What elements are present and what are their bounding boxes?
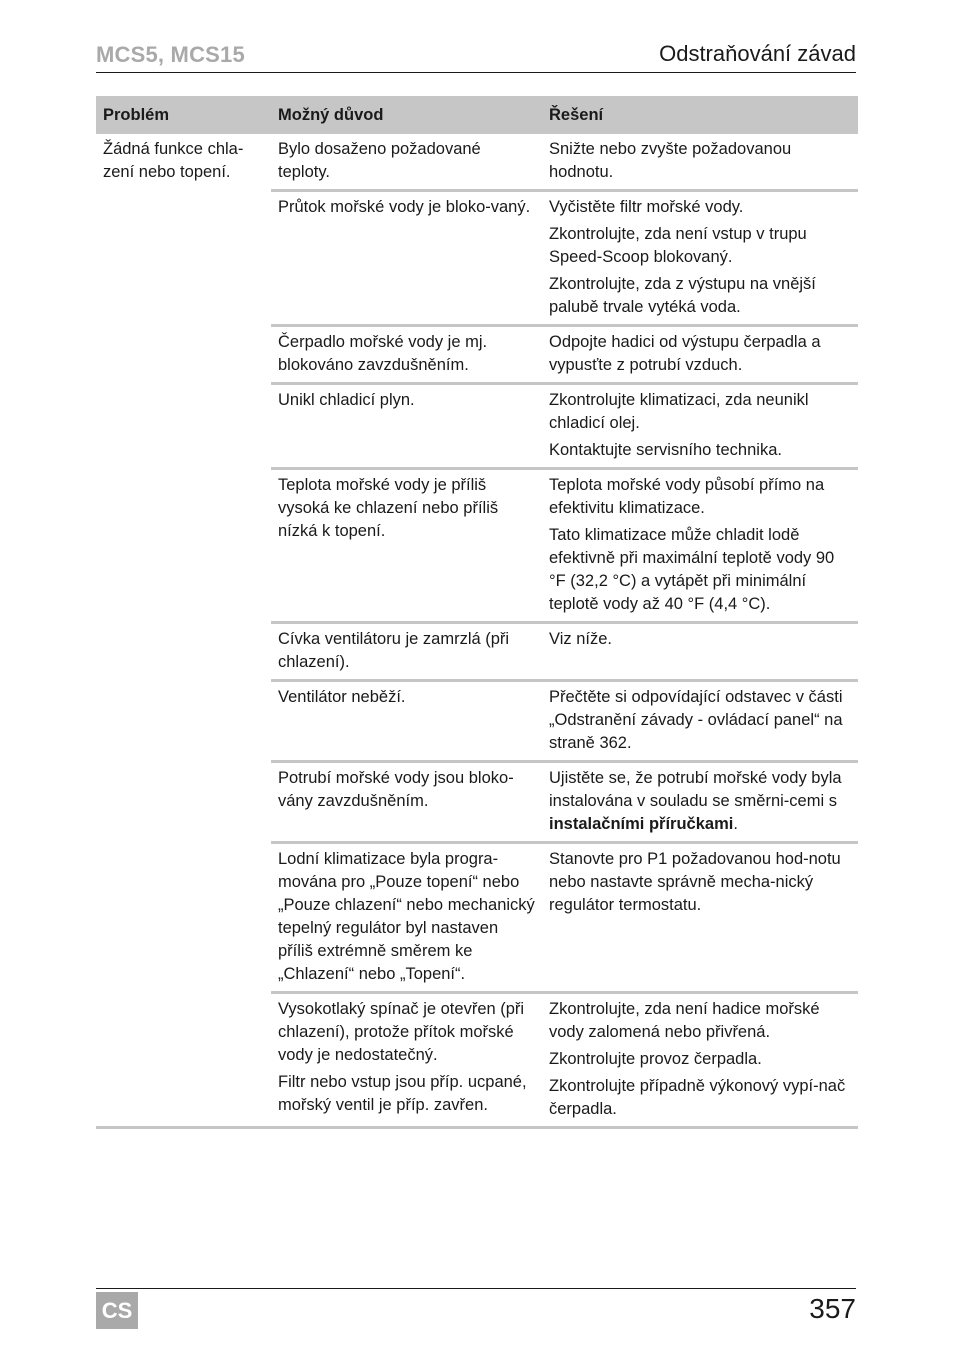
cause-text: Lodní klimatizace byla progra-mována pro „Pouze topení“ nebo „Pouze chlazení“ nebo mechanický tepelný regulátor byl nastaven příliš extrémně směrem ke „Chlazení“ nebo „Topení“. [278, 850, 535, 983]
solution-cell [542, 623, 858, 681]
solution-text: Viz níže. [549, 630, 612, 648]
cause-cell [271, 843, 542, 993]
language-badge: CS [96, 1292, 138, 1329]
cause-cell [271, 762, 542, 843]
solution-text-post: . [733, 815, 738, 833]
solution-text-pre: Ujistěte se, že potrubí mořské vody byla instalována v souladu se směrni-cemi s [549, 769, 842, 810]
solution-text: Snižte nebo zvyšte požadovanou hodnotu. [549, 140, 792, 181]
cause-text: Teplota mořské vody je příliš vysoká ke chlazení nebo příliš nízká k topení. [278, 476, 499, 540]
solution-cell [542, 326, 858, 384]
problem-cell [96, 134, 271, 1128]
cause-text: Cívka ventilátoru je zamrzlá (při chlazení). [278, 630, 510, 671]
cause-text: Potrubí mořské vody jsou bloko-vány zavzdušněním. [278, 769, 514, 810]
solution-text: Zkontrolujte, zda z výstupu na vnější palubě trvale vytéká voda. [549, 275, 816, 316]
cause-cell [271, 681, 542, 762]
cause-text: Čerpadlo mořské vody je mj. blokováno zavzdušněním. [278, 333, 488, 374]
solution-text: Tato klimatizace může chladit lodě efektivně při maximální teplotě vody 90 °F (32,2 °C) a vytápět při minimální teplotě vody až 40 °F (4,4 °C). [549, 526, 835, 613]
solution-text: Zkontrolujte, zda není hadice mořské vody zalomená nebo přivřená. [549, 1000, 820, 1041]
solution-text: Teplota mořské vody působí přímo na efektivitu klimatizace. [549, 476, 825, 517]
page-footer [96, 1288, 856, 1324]
cause-text: Ventilátor neběží. [278, 688, 406, 706]
model-name: MCS5, MCS15 [96, 42, 245, 67]
page-number: 357 [809, 1293, 856, 1324]
solution-cell [542, 993, 858, 1128]
page-header [96, 40, 856, 73]
solution-text: Vyčistěte filtr mořské vody. [549, 198, 744, 216]
column-header-problem: Problém [96, 96, 271, 134]
cause-text: Vysokotlaký spínač je otevřen (při chlazení), protože přítok mořské vody je nedostatečný. [278, 1000, 525, 1064]
column-header-solution: Řešení [542, 96, 858, 134]
solution-text: Zkontrolujte případně výkonový vypí-nač čerpadla. [549, 1077, 846, 1118]
cause-cell [271, 469, 542, 623]
solution-cell [542, 681, 858, 762]
solution-cell [542, 843, 858, 993]
cause-text: Unikl chladicí plyn. [278, 391, 415, 409]
solution-text: Zkontrolujte, zda není vstup v trupu Speed-Scoop blokovaný. [549, 225, 807, 266]
table-row [96, 134, 858, 191]
solution-cell [542, 469, 858, 623]
problem-text: Žádná funkce chla-zení nebo topení. [103, 140, 244, 181]
solution-text: Stanovte pro P1 požadovanou hod-notu nebo nastavte správně mecha-nický regulátor termostatu. [549, 850, 841, 914]
solution-cell [542, 191, 858, 326]
cause-cell [271, 384, 542, 469]
cause-text: Filtr nebo vstup jsou příp. ucpané, mořský ventil je příp. zavřen. [278, 1073, 527, 1114]
cause-cell [271, 623, 542, 681]
solution-text: Zkontrolujte provoz čerpadla. [549, 1050, 762, 1068]
solution-cell [542, 762, 858, 843]
manual-reference: instalačními příručkami [549, 815, 734, 833]
cause-text: Průtok mořské vody je bloko-vaný. [278, 198, 531, 216]
troubleshooting-table [96, 96, 858, 1129]
solution-text: Odpojte hadici od výstupu čerpadla a vypusťte z potrubí vzduch. [549, 333, 821, 374]
cause-cell [271, 993, 542, 1128]
solution-cell [542, 384, 858, 469]
column-header-cause: Možný důvod [271, 96, 542, 134]
solution-text: Kontaktujte servisního technika. [549, 441, 782, 459]
solution-cell [542, 134, 858, 191]
section-title: Odstraňování závad [659, 41, 856, 66]
solution-text: Zkontrolujte klimatizaci, zda neunikl chladicí olej. [549, 391, 809, 432]
cause-cell [271, 134, 542, 191]
table-header-row [96, 96, 858, 134]
solution-text [549, 767, 851, 836]
solution-text: Přečtěte si odpovídající odstavec v části „Odstranění závady - ovládací panel“ na straně 362. [549, 688, 843, 752]
cause-cell [271, 191, 542, 326]
cause-text: Bylo dosaženo požadované teploty. [278, 140, 481, 181]
cause-cell [271, 326, 542, 384]
